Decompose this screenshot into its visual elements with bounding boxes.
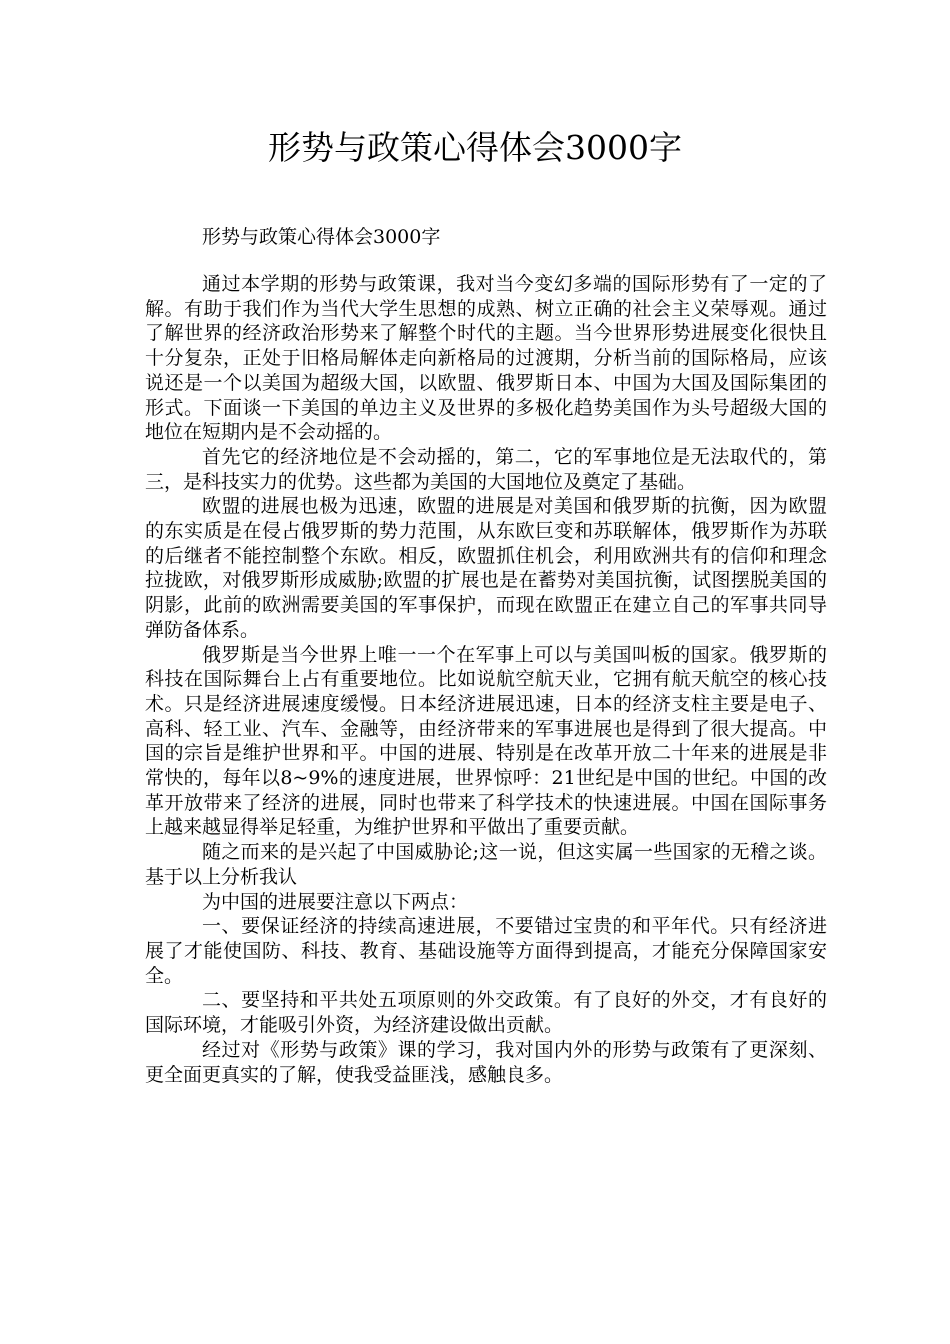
document-subtitle: 形势与政策心得体会3000字 bbox=[202, 226, 441, 248]
paragraph: 二、要坚持和平共处五项原则的外交政策。有了良好的外交，才有良好的国际环境，才能吸引外资，为经济建设做出贡献。 bbox=[145, 989, 827, 1037]
document-title: 形势与政策心得体会3000字 bbox=[268, 128, 682, 167]
document-body bbox=[145, 272, 827, 1087]
paragraph: 为中国的进展要注意以下两点： bbox=[202, 890, 469, 913]
paragraph: 欧盟的进展也极为迅速，欧盟的进展是对美国和俄罗斯的抗衡，因为欧盟的东实质是在侵占俄罗斯的势力范围，从东欧巨变和苏联解体，俄罗斯作为苏联的后继者不能控制整个东欧。相反，欧盟抓住机会，利用欧洲共有的信仰和理念拉拢欧，对俄罗斯形成威胁;欧盟的扩展也是在蓄势对美国抗衡，试图摆脱美国的阴影，此前的欧洲需要美国的军事保护，而现在欧盟正在建立自己的军事共同导弹防备体系。 bbox=[145, 495, 827, 641]
paragraph: 首先它的经济地位是不会动摇的，第二，它的军事地位是无法取代的，第三，是科技实力的优势。这些都为美国的大国地位及奠定了基础。 bbox=[145, 445, 827, 493]
paragraph: 经过对《形势与政策》课的学习，我对国内外的形势与政策有了更深刻、更全面更真实的了解，使我受益匪浅，感触良多。 bbox=[145, 1038, 827, 1086]
paragraph: 俄罗斯是当今世界上唯一一个在军事上可以与美国叫板的国家。俄罗斯的科技在国际舞台上占有重要地位。比如说航空航天业，它拥有航天航空的核心技术。只是经济进展速度缓慢。日本经济进展迅速，日本的经济支柱主要是电子、高科、轻工业、汽车、金融等，由经济带来的军事进展也是得到了很大提高。中国的宗旨是维护世界和平。中国的进展、特别是在改革开放二十年来的进展是非常快的，每年以8~9%的速度进展，世界惊呼：21世纪是中国的世纪。中国的改革开放带来了经济的进展，同时也带来了科学技术的快速进展。中国在国际事务上越来越显得举足轻重，为维护世界和平做出了重要贡献。 bbox=[145, 643, 827, 839]
paragraph: 一、要保证经济的持续高速进展，不要错过宝贵的和平年代。只有经济进展了才能使国防、科技、教育、基础设施等方面得到提高，才能充分保障国家安全。 bbox=[145, 915, 827, 987]
paragraph: 随之而来的是兴起了中国威胁论;这一说，但这实属一些国家的无稽之谈。基于以上分析我认 bbox=[145, 841, 827, 888]
paragraph: 通过本学期的形势与政策课，我对当今变幻多端的国际形势有了一定的了解。有助于我们作为当代大学生思想的成熟、树立正确的社会主义荣辱观。通过了解世界的经济政治形势来了解整个时代的主题。当今世界形势进展变化很快且十分复杂，正处于旧格局解体走向新格局的过渡期，分析当前的国际格局，应该说还是一个以美国为超级大国，以欧盟、俄罗斯日本、中国为大国及国际集团的形式。下面谈一下美国的单边主义及世界的多极化趋势美国作为头号超级大国的地位在短期内是不会动摇的。 bbox=[145, 273, 827, 444]
